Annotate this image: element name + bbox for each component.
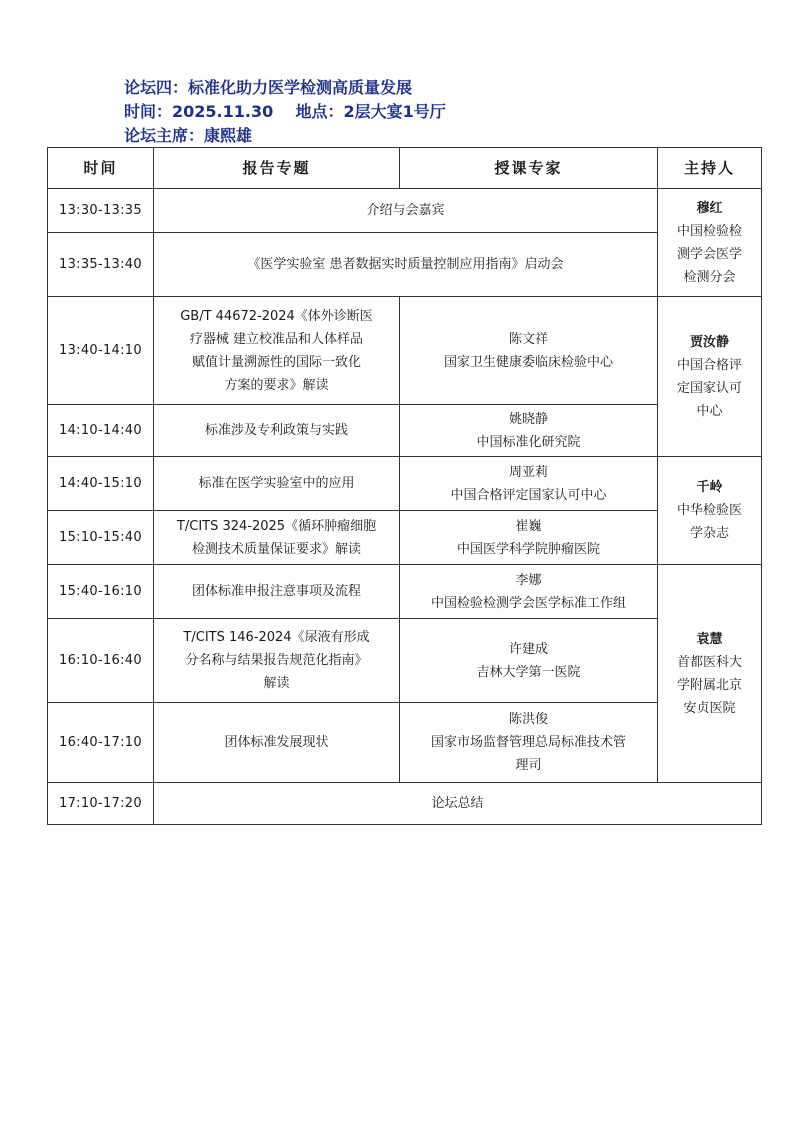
- row-topic: [154, 297, 400, 405]
- expert-name: 许建成: [508, 641, 548, 657]
- table-row: [48, 297, 762, 405]
- host-org: 安贞医院: [683, 700, 736, 716]
- row-time: 13:35-13:40: [48, 233, 154, 297]
- row-expert: [400, 703, 658, 783]
- topic-line: T/CITS 146-2024《尿液有形成: [183, 630, 370, 645]
- host-cell: [658, 565, 762, 783]
- row-expert: [400, 565, 658, 619]
- topic-line: T/CITS 324-2025《循环肿瘤细胞: [176, 518, 377, 534]
- host-org: 定国家认可: [676, 380, 742, 396]
- topic-line: 检测技术质量保证要求》解读: [191, 541, 361, 557]
- row-expert: [400, 457, 658, 511]
- row-topic: 《医学实验室 患者数据实时质量控制应用指南》启动会: [154, 233, 658, 297]
- host-org: 学附属北京: [676, 677, 742, 693]
- host-name: 贾汝静: [689, 334, 729, 350]
- table-row: [48, 565, 762, 619]
- table-row: [48, 619, 762, 703]
- row-time: 14:40-15:10: [48, 457, 154, 511]
- host-cell: [658, 457, 762, 565]
- row-time: 13:30-13:35: [48, 189, 154, 233]
- forum-title: 论坛四：标准化助力医学检测高质量发展: [124, 78, 413, 97]
- col-header-host: 主持人: [658, 148, 762, 189]
- row-topic: [154, 619, 400, 703]
- expert-org: 中国合格评定国家认可中心: [450, 487, 607, 503]
- expert-org: 中国检验检测学会医学标准工作组: [430, 595, 626, 611]
- forum-chair: 论坛主席：康熙雄: [124, 126, 253, 145]
- table-row: [48, 405, 762, 457]
- row-topic: 团体标准申报注意事项及流程: [154, 565, 400, 619]
- row-expert: [400, 619, 658, 703]
- topic-line: 解读: [263, 676, 290, 691]
- table-row: [48, 189, 762, 233]
- host-cell: [658, 189, 762, 297]
- host-org: 学杂志: [689, 526, 729, 541]
- expert-name: 崔巍: [515, 518, 542, 534]
- col-header-expert: 授课专家: [400, 148, 658, 189]
- host-org: 中国检验检: [676, 223, 742, 239]
- row-topic: 团体标准发展现状: [154, 703, 400, 783]
- row-time: 17:10-17:20: [48, 783, 154, 825]
- forum-header: [124, 76, 446, 148]
- host-name: 千岭: [696, 480, 723, 495]
- table-header-row: [48, 148, 762, 189]
- host-cell: [658, 297, 762, 457]
- table-row: [48, 703, 762, 783]
- topic-line: 分名称与结果报告规范化指南》: [185, 653, 368, 668]
- row-topic: [154, 511, 400, 565]
- table-row: [48, 511, 762, 565]
- row-time: 13:40-14:10: [48, 297, 154, 405]
- host-org: 首都医科大: [676, 654, 742, 670]
- col-header-topic: 报告专题: [154, 148, 400, 189]
- host-name: 袁慧: [696, 631, 723, 647]
- expert-name: 陈洪俊: [508, 712, 548, 727]
- row-topic: 论坛总结: [154, 783, 762, 825]
- expert-name: 周亚莉: [508, 464, 548, 480]
- row-topic: 介绍与会嘉宾: [154, 189, 658, 233]
- table-row: [48, 457, 762, 511]
- expert-org: 理司: [515, 758, 542, 773]
- row-time: 16:40-17:10: [48, 703, 154, 783]
- row-time: 16:10-16:40: [48, 619, 154, 703]
- host-org: 测学会医学: [676, 246, 742, 262]
- expert-name: 姚晓静: [508, 411, 548, 427]
- topic-line: 赋值计量溯源性的国际一致化: [191, 354, 361, 370]
- schedule-table: [47, 147, 762, 825]
- topic-line: GB/T 44672-2024《体外诊断医: [180, 308, 373, 324]
- topic-line: 方案的要求》解读: [224, 377, 329, 393]
- row-expert: [400, 297, 658, 405]
- col-header-time: 时间: [48, 148, 154, 189]
- table-row: [48, 783, 762, 825]
- topic-line: 疗器械 建立校准品和人体样品: [189, 331, 364, 347]
- row-topic: 标准涉及专利政策与实践: [154, 405, 400, 457]
- host-org: 检测分会: [683, 269, 736, 285]
- row-topic: 标准在医学实验室中的应用: [154, 457, 400, 511]
- expert-org: 中国标准化研究院: [476, 434, 581, 450]
- host-name: 穆红: [696, 200, 723, 216]
- host-org: 中华检验医: [676, 503, 742, 518]
- row-expert: [400, 405, 658, 457]
- row-time: 15:40-16:10: [48, 565, 154, 619]
- expert-org: 中国医学科学院肿瘤医院: [456, 541, 600, 557]
- row-time: 14:10-14:40: [48, 405, 154, 457]
- table-row: [48, 233, 762, 297]
- host-org: 中国合格评: [676, 357, 742, 373]
- row-expert: [400, 511, 658, 565]
- expert-name: 李娜: [515, 572, 542, 588]
- time-location: 时间：2025.11.30 地点：2层大宴1号厅: [124, 102, 446, 121]
- expert-org: 国家卫生健康委临床检验中心: [443, 354, 613, 370]
- expert-org: 国家市场监督管理总局标准技术管: [430, 735, 626, 750]
- host-org: 中心: [696, 403, 723, 419]
- expert-name: 陈文祥: [508, 331, 548, 347]
- expert-org: 吉林大学第一医院: [476, 664, 581, 680]
- row-time: 15:10-15:40: [48, 511, 154, 565]
